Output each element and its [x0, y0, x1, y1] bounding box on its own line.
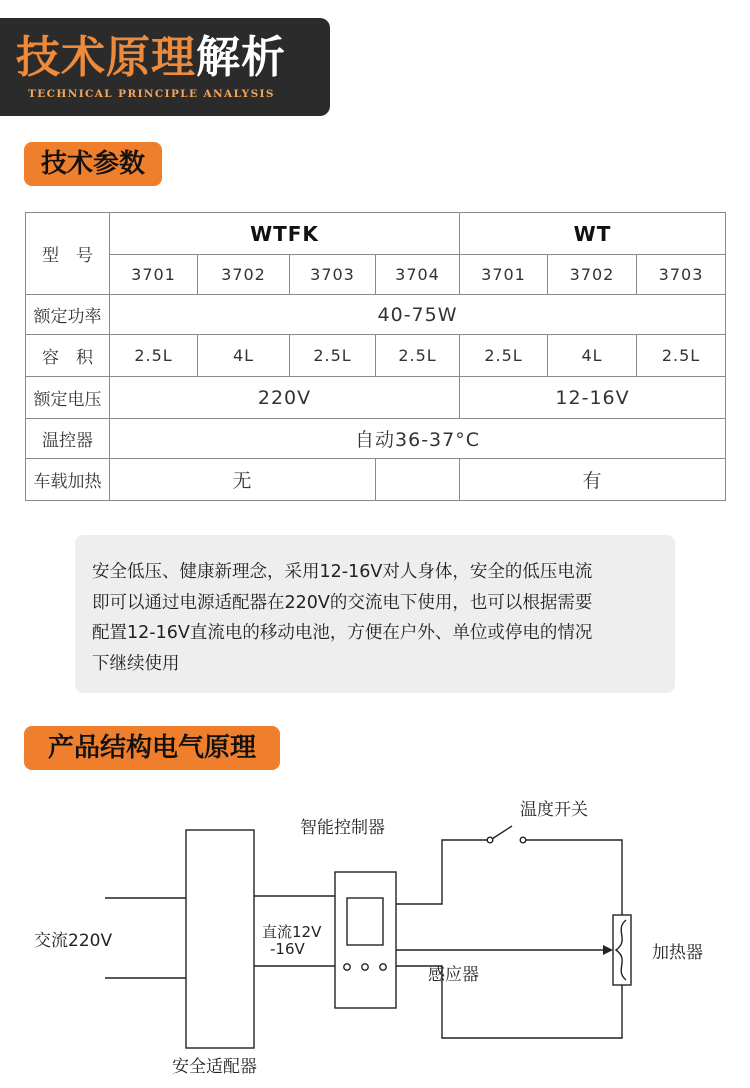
volume-value: 2.5L	[290, 335, 376, 377]
note-line: 安全低压、健康新理念，采用12-16V对人身体，安全的低压电流	[92, 562, 593, 582]
label-controller: 智能控制器	[300, 818, 385, 838]
controller-button-3	[380, 964, 386, 970]
model-code: 3703	[637, 255, 726, 295]
volume-value: 2.5L	[460, 335, 548, 377]
note-line: 配置12-16V直流电的移动电池，方便在户外、单位或停电的情况	[92, 623, 593, 643]
voltage-value-wtfk: 220V	[110, 377, 460, 419]
label-sensor: 感应器	[428, 965, 479, 985]
model-code: 3704	[376, 255, 460, 295]
heater-coil	[616, 920, 626, 980]
model-group-wt: WT	[460, 213, 726, 255]
circuit-diagram	[0, 790, 750, 1088]
car-heating-label: 车载加热	[26, 459, 110, 501]
page-title-part2: 解析	[196, 32, 286, 83]
controller-button-1	[344, 964, 350, 970]
page-title-part1: 技术原理	[16, 32, 196, 83]
label-dc-line2: -16V	[270, 940, 305, 958]
note-box	[75, 535, 675, 693]
section-title-structure: 产品结构电气原理	[24, 726, 280, 770]
volume-value: 2.5L	[110, 335, 198, 377]
switch-contact-right	[520, 837, 526, 843]
power-value: 40-75W	[110, 295, 726, 335]
model-code: 3701	[460, 255, 548, 295]
voltage-label: 额定电压	[26, 377, 110, 419]
label-thermo-switch: 温度开关	[520, 800, 588, 820]
label-ac-input: 交流220V	[34, 931, 113, 951]
note-line: 即可以通过电源适配器在220V的交流电下使用，也可以根据需要	[92, 592, 593, 613]
sensor-arrow-icon	[603, 945, 613, 955]
section-title-params: 技术参数	[24, 142, 162, 186]
note-text	[92, 557, 667, 679]
car-heating-value-no: 无	[110, 459, 376, 501]
label-dc-line1: 直流12V	[262, 923, 322, 941]
controller-display	[347, 898, 383, 945]
car-heating-value-empty	[376, 459, 460, 501]
volume-value: 2.5L	[376, 335, 460, 377]
voltage-value-wt: 12-16V	[460, 377, 726, 419]
model-code: 3701	[110, 255, 198, 295]
volume-value: 4L	[198, 335, 290, 377]
label-adapter: 安全适配器	[172, 1057, 257, 1077]
volume-value: 2.5L	[637, 335, 726, 377]
wire-to-switch	[396, 840, 488, 904]
header-banner	[0, 18, 330, 116]
wire-to-heater-top	[526, 840, 622, 915]
controller-box	[335, 872, 396, 1008]
model-group-wtfk: WTFK	[110, 213, 460, 255]
adapter-box	[186, 830, 254, 1048]
model-code: 3703	[290, 255, 376, 295]
switch-contact-left	[487, 837, 493, 843]
volume-label: 容 积	[26, 335, 110, 377]
page-title	[16, 30, 286, 86]
thermostat-label: 温控器	[26, 419, 110, 459]
page-subtitle: TECHNICAL PRINCIPLE ANALYSIS	[28, 88, 275, 100]
model-label: 型 号	[26, 213, 110, 295]
power-label: 额定功率	[26, 295, 110, 335]
model-code: 3702	[548, 255, 637, 295]
label-heater: 加热器	[652, 943, 703, 963]
car-heating-value-yes: 有	[460, 459, 726, 501]
model-code: 3702	[198, 255, 290, 295]
note-line: 下继续使用	[92, 653, 180, 674]
thermostat-value: 自动36-37°C	[110, 419, 726, 459]
switch-lever	[492, 826, 512, 839]
spec-table	[25, 212, 726, 501]
volume-value: 4L	[548, 335, 637, 377]
controller-button-2	[362, 964, 368, 970]
